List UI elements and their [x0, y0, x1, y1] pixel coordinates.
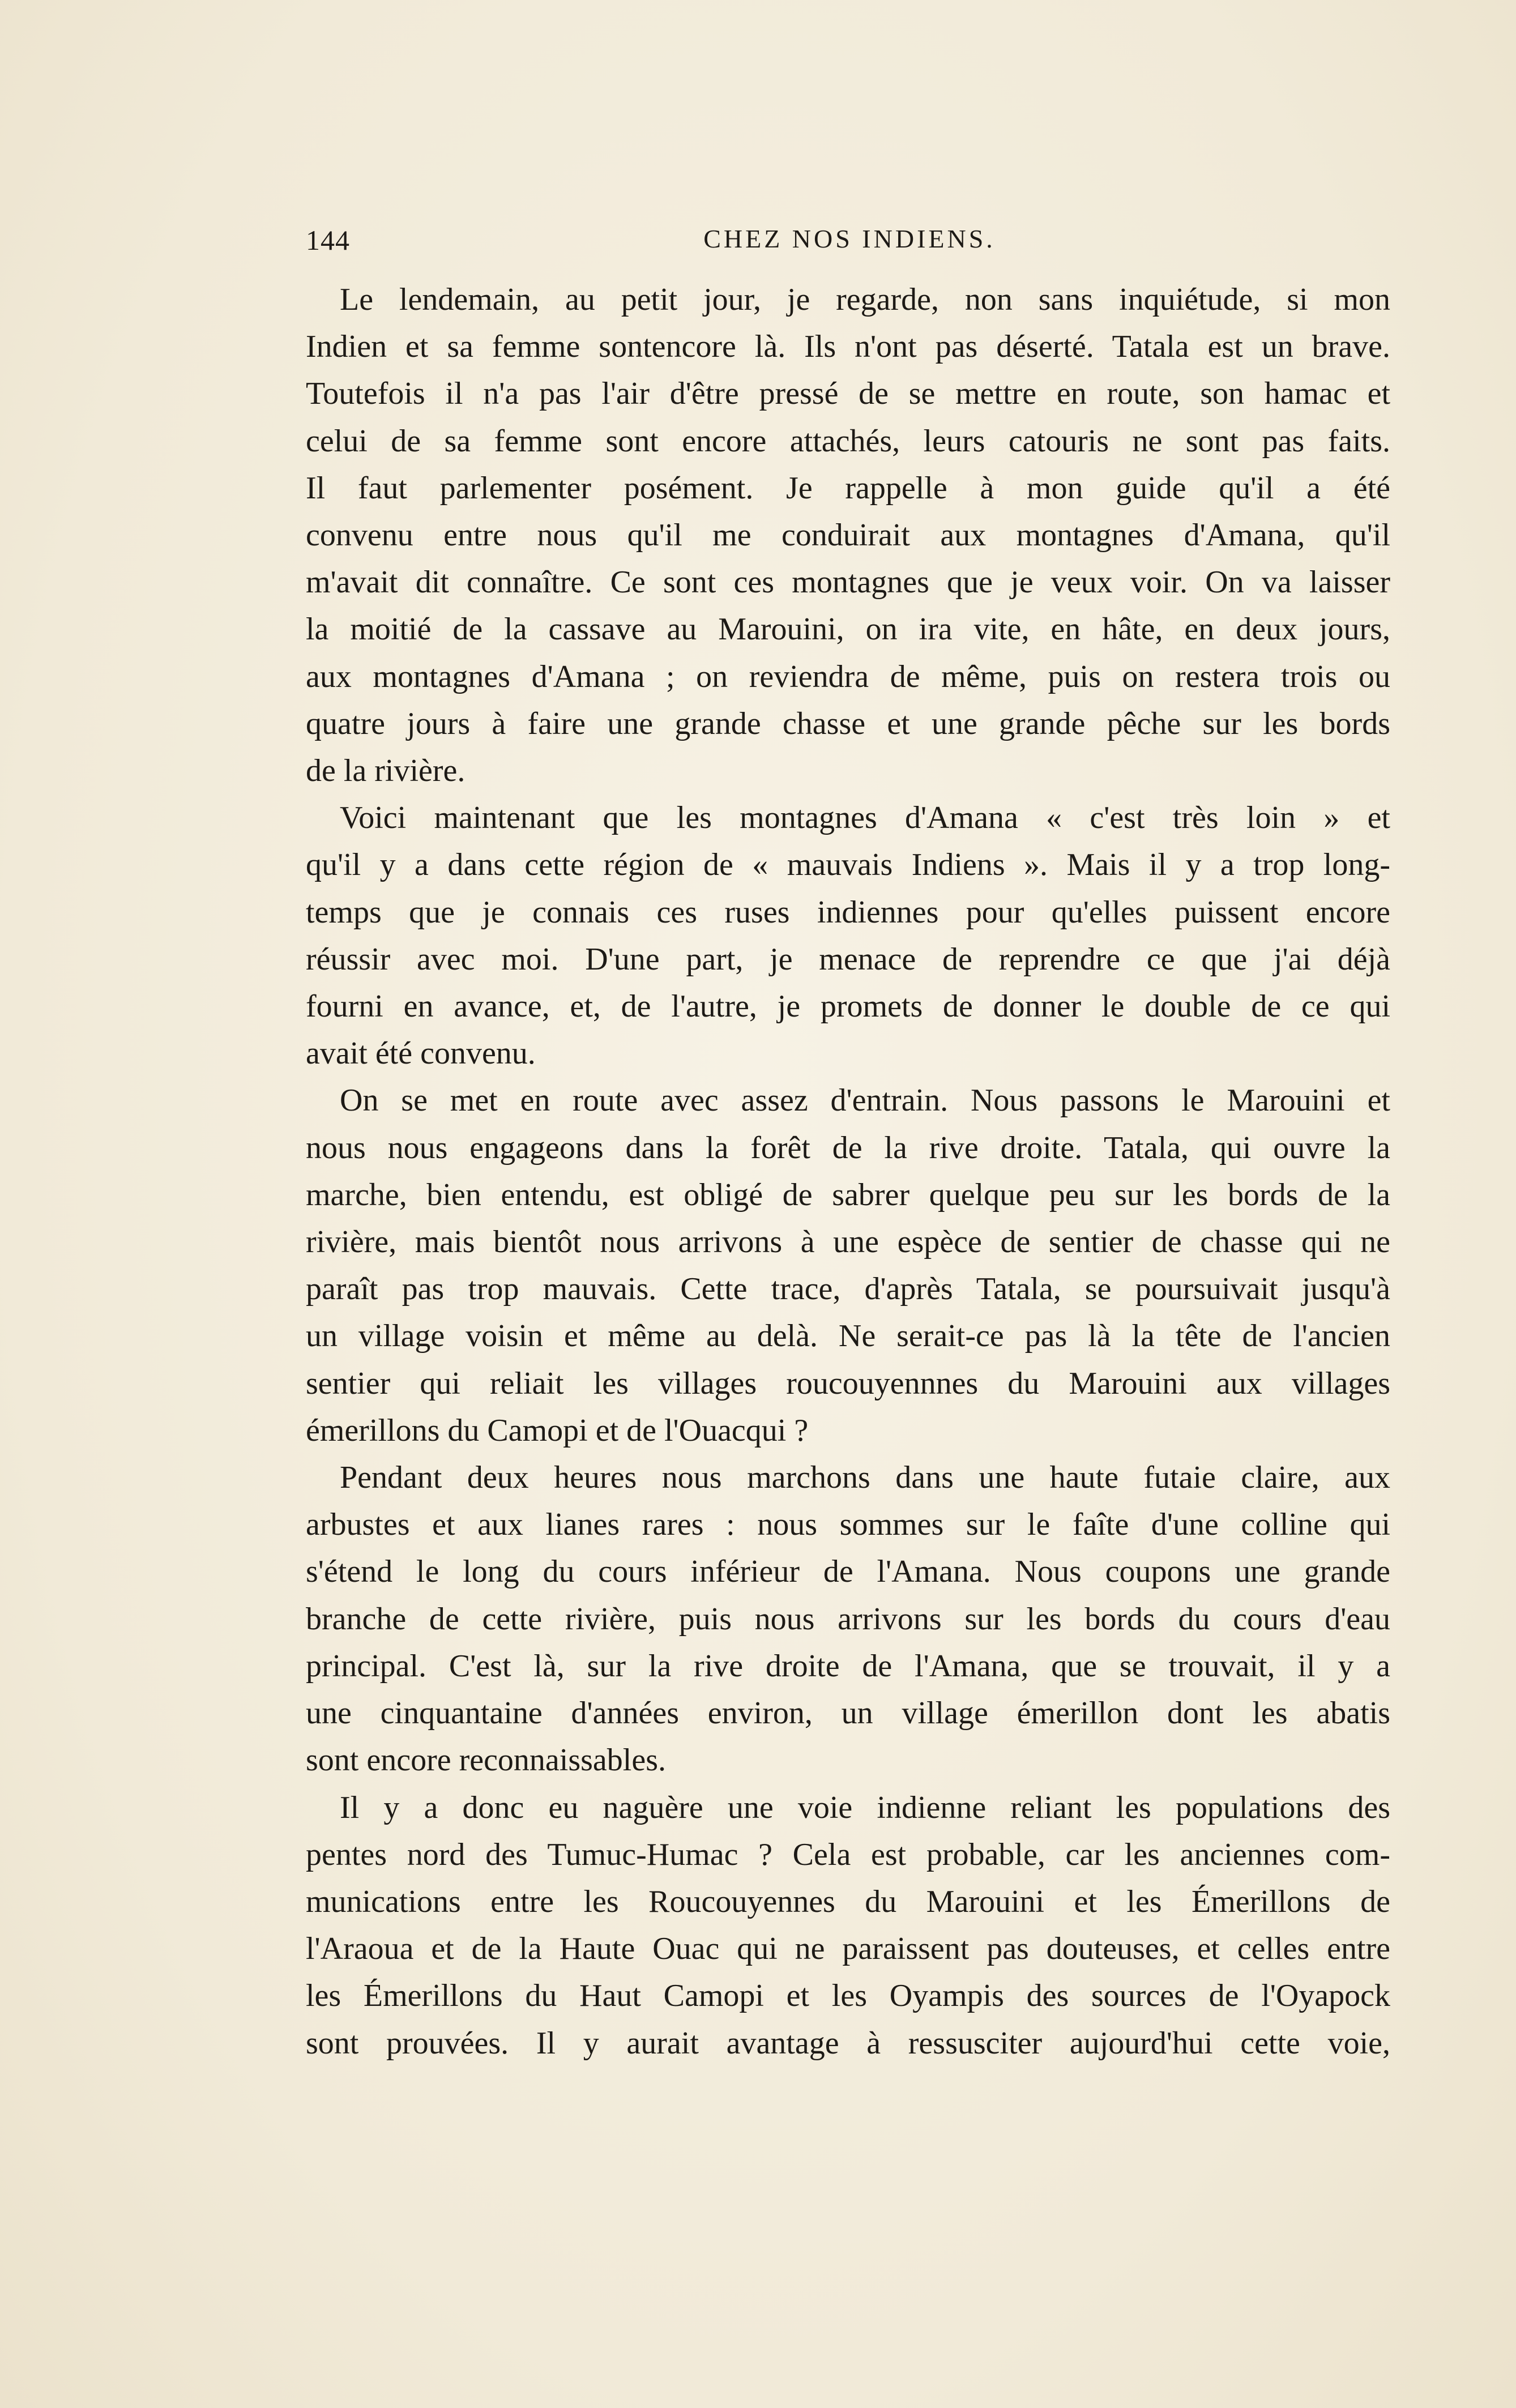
paragraph [306, 1077, 1390, 1454]
running-head: CHEZ NOS INDIENS. [703, 224, 996, 253]
text-line: pentes nord des Tumuc-Humac ? Cela est probable, car les anciennes com- [306, 1837, 1390, 1872]
text-line: la moitié de la cassave au Marouini, on ira vite, en hâte, en deux jours, [306, 612, 1390, 647]
text-line: de la rivière. [306, 753, 466, 789]
text-line: qu'il y a dans cette région de « mauvais Indiens ». Mais il y a trop long- [306, 847, 1390, 883]
text-line: réussir avec moi. D'une part, je menace de reprendre ce que j'ai déjà [306, 941, 1390, 977]
text-line: Voici maintenant que les montagnes d'Amana « c'est très loin » et [340, 800, 1390, 836]
text-line: Il faut parlementer posément. Je rappelle à mon guide qu'il a été [306, 470, 1390, 506]
text-line: fourni en avance, et, de l'autre, je promets de donner le double de ce qui [306, 989, 1390, 1024]
text-line: On se met en route avec assez d'entrain. Nous passons le Marouini et [340, 1083, 1390, 1118]
text-line: quatre jours à faire une grande chasse et une grande pêche sur les bords [306, 706, 1390, 741]
text-line: une cinquantaine d'années environ, un village émerillon dont les abatis [306, 1696, 1390, 1731]
page-header [306, 224, 1393, 263]
page-number: 144 [306, 224, 350, 256]
text-line: arbustes et aux lianes rares : nous sommes sur le faîte d'une colline qui [306, 1507, 1390, 1543]
text-line: m'avait dit connaître. Ce sont ces montagnes que je veux voir. On va laisser [306, 565, 1390, 600]
text-line: sentier qui reliait les villages roucouyennnes du Marouini aux villages [306, 1365, 1390, 1401]
text-line: Toutefois il n'a pas l'air d'être pressé de se mettre en route, son hamac et [306, 376, 1390, 412]
text-line: un village voisin et même au delà. Ne serait-ce pas là la tête de l'ancien [306, 1318, 1390, 1354]
text-line: Indien et sa femme sontencore là. Ils n'ont pas déserté. Tatala est un brave. [306, 329, 1390, 365]
text-line: temps que je connais ces ruses indiennes pour qu'elles puissent encore [306, 894, 1390, 930]
text-line: principal. C'est là, sur la rive droite de l'Amana, que se trouvait, il y a [306, 1648, 1390, 1684]
text-line: sont encore reconnaissables. [306, 1743, 666, 1778]
text-line: émerillons du Camopi et de l'Ouacqui ? [306, 1412, 809, 1448]
paragraph [306, 1454, 1390, 1784]
text-line: avait été convenu. [306, 1036, 536, 1071]
paragraph [306, 276, 1390, 795]
text-line: celui de sa femme sont encore attachés, leurs catouris ne sont pas faits. [306, 423, 1390, 459]
paragraph [306, 1784, 1390, 2067]
text-line: marche, bien entendu, est obligé de sabrer quelque peu sur les bords de la [306, 1177, 1390, 1212]
text-line: Il y a donc eu naguère une voie indienne reliant les populations des [340, 1790, 1390, 1825]
text-line: les Émerillons du Haut Camopi et les Oyampis des sources de l'Oyapock [306, 1978, 1390, 2014]
text-line: branche de cette rivière, puis nous arrivons sur les bords du cours d'eau [306, 1601, 1390, 1637]
text-line: s'étend le long du cours inférieur de l'Amana. Nous coupons une grande [306, 1554, 1390, 1590]
text-line: sont prouvées. Il y aurait avantage à ressusciter aujourd'hui cette voie, [306, 2025, 1390, 2061]
body-text [306, 276, 1390, 2067]
text-line: nous nous engageons dans la forêt de la rive droite. Tatala, qui ouvre la [306, 1130, 1390, 1165]
paragraph [306, 795, 1390, 1077]
text-line: munications entre les Roucouyennes du Marouini et les Émerillons de [306, 1884, 1390, 1919]
text-line: l'Araoua et de la Haute Ouac qui ne paraissent pas douteuses, et celles entre [306, 1931, 1390, 1967]
text-line: aux montagnes d'Amana ; on reviendra de même, puis on restera trois ou [306, 659, 1390, 694]
text-line: paraît pas trop mauvais. Cette trace, d'après Tatala, se poursuivait jusqu'à [306, 1271, 1390, 1307]
text-line: Le lendemain, au petit jour, je regarde, non sans inquiétude, si mon [340, 282, 1390, 317]
text-line: Pendant deux heures nous marchons dans une haute futaie claire, aux [340, 1460, 1390, 1496]
text-line: rivière, mais bientôt nous arrivons à une espèce de sentier de chasse qui ne [306, 1224, 1390, 1260]
text-line: convenu entre nous qu'il me conduirait aux montagnes d'Amana, qu'il [306, 518, 1390, 553]
